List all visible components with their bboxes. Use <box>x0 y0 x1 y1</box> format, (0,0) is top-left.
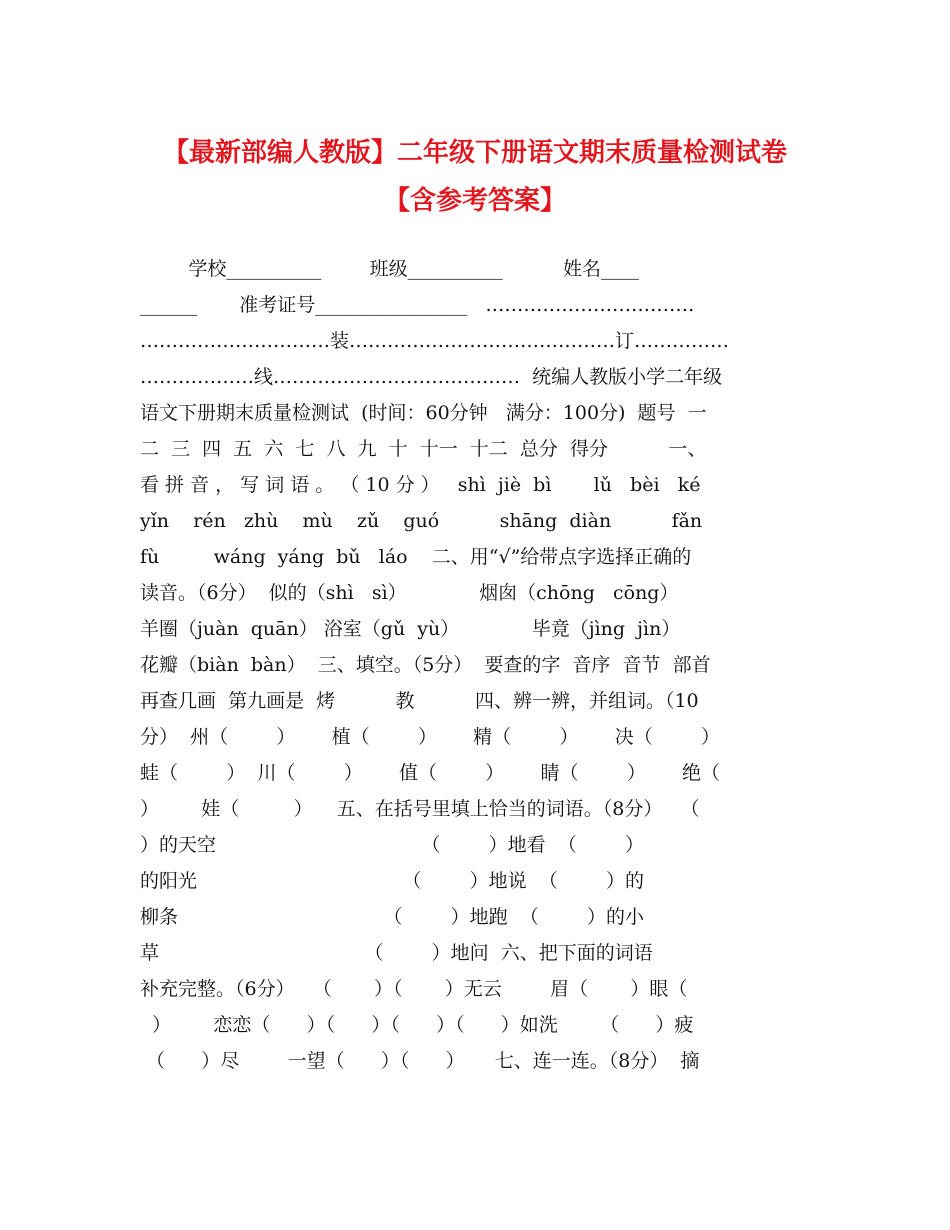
body-line: yǐn rén zhù mù zǔ guó shāng diàn fǎn <box>140 510 703 532</box>
body-line: ）的天空 （ ）地看 （ ） <box>140 834 645 856</box>
body-line: ………………线………………………………… 统编人教版小学二年级 <box>140 366 723 388</box>
body-line: ______ 准考证号________________ …………………………… <box>140 294 695 316</box>
body-line: ） 恋恋（ ）（ ）（ ）（ ）如洗 （ ）疲 <box>140 1014 694 1036</box>
body-line: 羊圈（juàn quān） 浴室（gǔ yù） 毕竟（jìng jìn） <box>140 618 681 640</box>
body-line: 看 拼 音 ， 写 词 语 。 （ 10 分 ） shì jiè bì lǔ bèi ké <box>140 474 701 496</box>
body-line: 蛙（ ） 川（ ） 值（ ） 睛（ ） 绝（ <box>140 762 721 784</box>
body-line: 读音。（6分） 似的（shì sì） 烟囱（chōng cōng） <box>140 582 679 604</box>
body-line: 再查几画 第九画是 烤 教 四、辨一辨，并组词。（10 <box>140 690 699 712</box>
body-line: 草 （ ）地问 六、把下面的词语 <box>140 942 653 964</box>
document-title-line-2: 【含参考答案】 <box>383 186 566 216</box>
body-line: 语文下册期末质量检测试 (时间：60分钟 满分：100分) 题号 一 <box>140 402 707 424</box>
body-line: fù wáng yáng bǔ láo 二、用“√”给带点字选择正确的 <box>140 546 692 568</box>
body-line: 柳条 （ ）地跑 （ ）的小 <box>140 906 645 928</box>
body-line: （ ）尽 一望（ ）（ ） 七、连一连。（8分） 摘 <box>140 1050 700 1072</box>
body-line: ） 娃（ ） 五、在括号里填上恰当的词语。（8分） （ <box>140 798 700 820</box>
body-line: 学校__________ 班级__________ 姓名____ <box>140 258 640 280</box>
body-line: 花瓣（biàn bàn） 三、填空。（5分） 要查的字 音序 音节 部首 <box>140 654 711 676</box>
body-line: 二 三 四 五 六 七 八 九 十 十一 十二 总分 得分 一、 <box>140 438 707 460</box>
document-title-line-1: 【最新部编人教版】二年级下册语文期末质量检测试卷 <box>162 138 787 168</box>
body-line: 补充完整。（6分） （ ）（ ）无云 眉（ ）眼（ <box>140 978 688 1000</box>
body-line: 的阳光 （ ）地说 （ ）的 <box>140 870 645 892</box>
body-line: 分） 州（ ） 植（ ） 精（ ） 决（ ） <box>140 726 721 748</box>
body-line: …………………………装……………………………………订…………… <box>140 330 730 352</box>
